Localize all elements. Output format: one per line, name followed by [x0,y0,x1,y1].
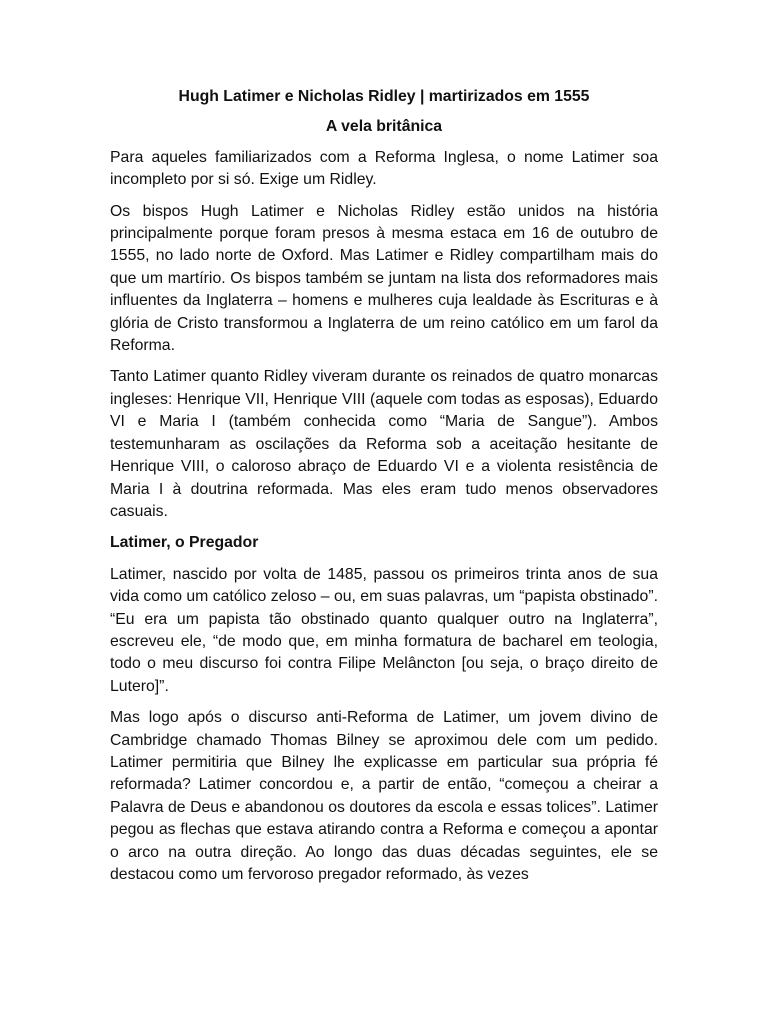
document-page [110,86,658,895]
paragraph: Latimer, nascido por volta de 1485, passou os primeiros trinta anos de sua vida como um católico zeloso – ou, em suas palavras, um “papista obstinado”. “Eu era um papista tão obstinado quanto qualquer outro na Inglaterra”, escreveu ele, “de modo que, em minha formatura de bacharel em teologia, todo o meu discurso foi contra Filipe Melâncton [ou seja, o braço direito de Lutero]”. [110,565,658,695]
paragraph: Tanto Latimer quanto Ridley viveram durante os reinados de quatro monarcas ingleses: Henrique VII, Henrique VIII (aquele com todas as esposas), Eduardo VI e Maria I (também conhecida como “Maria de Sangue”). Ambos testemunharam as oscilações da Reforma sob a aceitação hesitante de Henrique VIII, o caloroso abraço de Eduardo VI e a violenta resistência de Maria I à doutrina reformada. Mas eles eram tudo menos observadores casuais. [110,368,658,520]
document-subtitle: A vela britânica [325,118,443,136]
document-title: Hugh Latimer e Nicholas Ridley | martirizados em 1555 [178,88,590,105]
paragraph: Mas logo após o discurso anti-Reforma de Latimer, um jovem divino de Cambridge chamado Thomas Bilney se aproximou dele com um pedido. Latimer permitiria que Bilney lhe explicasse em particular sua própria fé reformada? Latimer concordou e, a partir de então, “começou a cheirar a Palavra de Deus e abandonou os doutores da escola e essas tolices”. Latimer pegou as flechas que estava atirando contra a Reforma e começou a apontar o arco na outra direção. Ao longo das duas décadas seguintes, ele se destacou como um fervoroso pregador reformado, às vezes [110,709,658,883]
section-heading: Latimer, o Pregador [110,534,259,552]
paragraph: Para aqueles familiarizados com a Reforma Inglesa, o nome Latimer soa incompleto por si só. Exige um Ridley. [110,148,658,189]
paragraph: Os bispos Hugh Latimer e Nicholas Ridley estão unidos na história principalmente porque foram presos à mesma estaca em 16 de outubro de 1555, no lado norte de Oxford. Mas Latimer e Ridley compartilham mais do que um martírio. Os bispos também se juntam na lista dos reformadores mais influentes da Inglaterra – homens e mulheres cuja lealdade às Escrituras e à glória de Cristo transformou a Inglaterra de um reino católico em um farol da Reforma. [110,202,658,355]
